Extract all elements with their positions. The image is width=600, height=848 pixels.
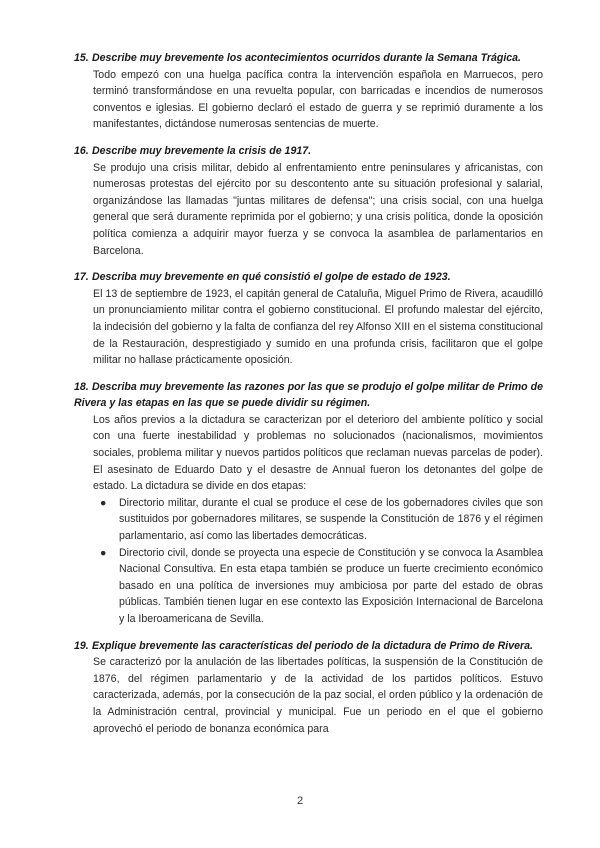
bullet-icon: ● (100, 546, 107, 559)
question-title-text: Describa muy brevemente las razones por las que se produjo el golpe militar de Primo de Rivera y las etapas en las que se puede dividir su régimen. (74, 380, 543, 410)
answer-text: Todo empezó con una huelga pacífica contra la intervención española en Marruecos, pero terminó transformándose en una revuelta popular, con barricadas e incendios de numerosos conventos e iglesias. El gobierno declaró el estado de guerra y se reprimió duramente a los manifestantes, dictándose numerosas sentencias de muerte. (93, 68, 543, 131)
question-number: 17. (74, 271, 89, 284)
question-number: 15. (74, 52, 89, 64)
bullet-icon: ● (100, 496, 107, 509)
question-15 (74, 50, 543, 133)
question-title (74, 638, 543, 655)
question-title-text: Describa muy brevemente en qué consistió el golpe de estado de 1923. (92, 271, 451, 284)
question-17 (74, 269, 543, 369)
question-number: 19. (74, 639, 89, 652)
list-item-text: Directorio militar, durante el cual se produce el cese de los gobernadores civiles que son sustituidos por gobernadores militares, se suspende la Constitución de 1876 y el régimen parlamentario, así como las libertades democráticas. (119, 496, 543, 543)
question-18 (74, 379, 543, 628)
question-number: 18. (74, 380, 89, 393)
document-page (74, 50, 543, 737)
answer-text: El 13 de septiembre de 1923, el capitán general de Cataluña, Miguel Primo de Rivera, acaudilló un pronunciamiento militar contra el gobierno constitucional. El profundo malestar del ejército, la indecisión del gobierno y la falta de confianza del rey Alfonso XIII en el sistema constitucional de la Restauración, desprestigiado y sumido en una profunda crisis, facilitaron que el golpe militar no hallase prácticamente oposición. (93, 287, 543, 367)
list-item (100, 545, 543, 628)
page-number: 2 (296, 795, 304, 807)
question-title (74, 269, 543, 286)
question-title-text: Describe muy brevemente la crisis de 1917. (92, 144, 312, 157)
question-16 (74, 143, 543, 259)
question-title-text: Explique brevemente las características del periodo de la dictadura de Primo de Rivera. (92, 639, 533, 652)
question-title (74, 143, 543, 160)
answer-text: Se caracterizó por la anulación de las libertades políticas, la suspensión de la Constitución de 1876, del régimen parlamentario y de la actividad de los partidos políticos. Estuvo caracterizada, además, por la consecución de la paz social, el orden público y la ordenación de la Administración central, provincial y municipal. Fue un periodo en el que el gobierno aprovechó el periodo de bonanza económica para (93, 656, 543, 735)
question-title (74, 50, 543, 67)
list-item-text: Directorio civil, donde se proyecta una especie de Constitución y se convoca la Asamblea Nacional Consultiva. En esta etapa también se produce un fuerte crecimiento económico basado en una política de inversiones muy ambiciosa por parte del estado de obras públicas. También tienen lugar en ese contexto las Exposición Internacional de Barcelona y la Iberoamericana de Sevilla. (119, 546, 543, 625)
question-title-text: Describe muy brevemente los acontecimientos ocurridos durante la Semana Trágica. (92, 52, 522, 64)
answer-text: Los años previos a la dictadura se caracterizan por el deterioro del ambiente político y social con una fuerte inestabilidad y problemas no solucionados (nacionalismos, movimientos sociales, problema militar y nuevos partidos políticos que reclaman nuevas parcelas de poder). El asesinato de Eduardo Dato y el desastre de Annual fueron los detonantes del golpe de estado. La dictadura se divide en dos etapas: (93, 413, 543, 493)
question-number: 16. (74, 144, 89, 157)
stages-list (74, 495, 543, 628)
answer-text: Se produjo una crisis militar, debido al enfrentamiento entre peninsulares y africanistas, con numerosas protestas del ejército por su descontento ante su situación profesional y salarial, organizándose las llamadas "juntas militares de defensa"; una crisis social, con una huelga general que será duramente reprimida por el gobierno; y una crisis política, donde la oposición política comienza a adquirir mayor fuerza y se convoca la asamblea de parlamentarios en Barcelona. (93, 161, 543, 257)
list-item (100, 495, 543, 545)
question-title (74, 379, 543, 412)
question-19 (74, 638, 543, 738)
